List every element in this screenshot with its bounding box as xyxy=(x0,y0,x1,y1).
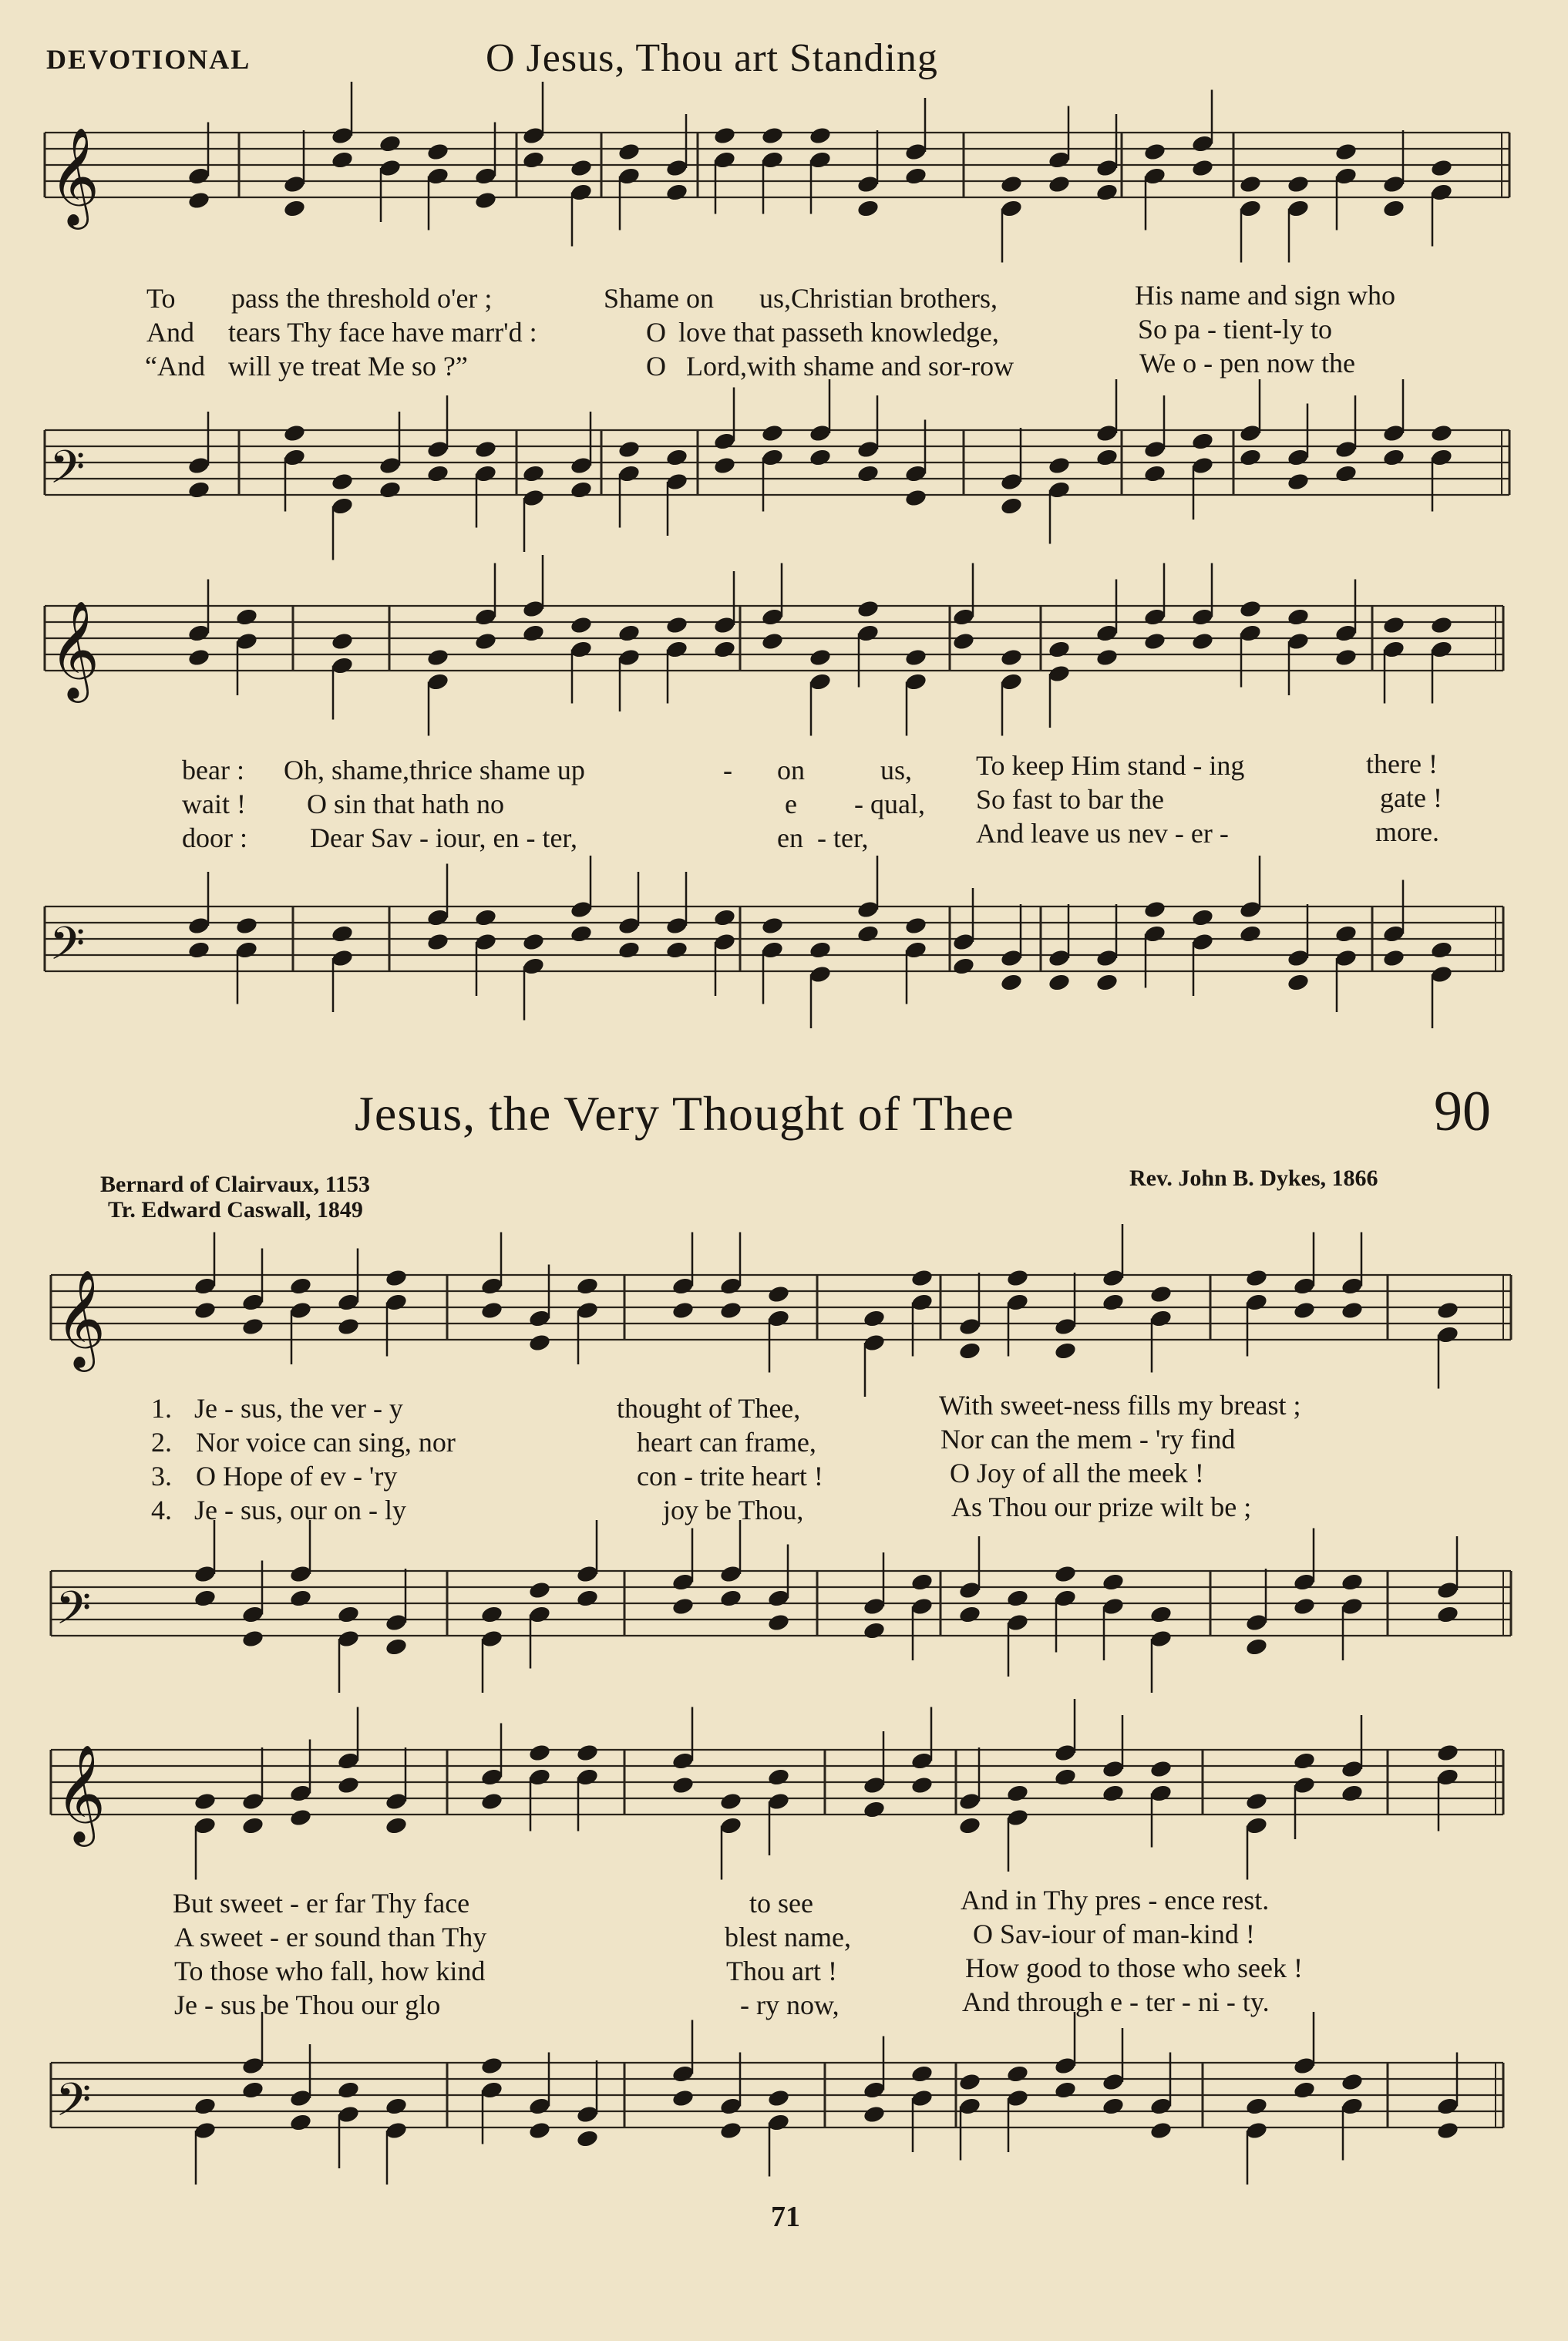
lyric: to see xyxy=(749,1888,813,1919)
lyric: more. xyxy=(1375,816,1439,847)
verse-number: 2. xyxy=(151,1427,172,1458)
lyric: thought of Thee, xyxy=(617,1393,801,1424)
lyric: O Sav-iour of man-kind ! xyxy=(973,1919,1255,1949)
lyric: - qual, xyxy=(854,789,925,819)
svg-text:𝄢: 𝄢 xyxy=(49,917,86,981)
lyric: To those who fall, how kind xyxy=(174,1956,486,1986)
lyric: Je - sus, the ver - y xyxy=(194,1393,403,1424)
svg-text:𝄢: 𝄢 xyxy=(49,440,86,505)
lyric: - ry now, xyxy=(740,1990,840,2020)
page-number: 71 xyxy=(771,2201,800,2233)
lyric: there ! xyxy=(1366,748,1438,779)
lyric: As Thou our prize wilt be ; xyxy=(951,1492,1252,1522)
lyric: But sweet - er far Thy face xyxy=(173,1888,470,1919)
lyric: “And xyxy=(145,351,205,382)
lyric: With sweet-ness fills my breast ; xyxy=(939,1390,1301,1421)
svg-text:𝄞: 𝄞 xyxy=(49,600,100,698)
lyric: door : xyxy=(182,822,247,853)
lyric: - ter, xyxy=(817,822,869,853)
lyric: Shame on xyxy=(604,283,714,314)
lyric: We o - pen now the xyxy=(1139,348,1356,378)
lyric: blest name, xyxy=(725,1922,851,1953)
verse-number: 4. xyxy=(151,1495,172,1525)
lyric: And in Thy pres - ence rest. xyxy=(961,1885,1270,1916)
lyric: Lord,with shame and sor-row xyxy=(686,351,1014,382)
hymn-title-1: O Jesus, Thou art Standing xyxy=(486,36,938,80)
svg-text:𝄢: 𝄢 xyxy=(56,1581,92,1646)
lyric: A sweet - er sound than Thy xyxy=(174,1922,487,1953)
lyric: Dear Sav - iour, en - ter, xyxy=(310,822,577,853)
lyric: heart can frame, xyxy=(637,1427,816,1458)
lyric: love that passeth knowledge, xyxy=(678,317,999,348)
lyric: en xyxy=(777,822,803,853)
lyric: Je - sus, our on - ly xyxy=(194,1495,406,1525)
lyric: To xyxy=(146,283,176,314)
hymn-title-2: Jesus, the Very Thought of Thee xyxy=(355,1086,1014,1141)
lyric: - xyxy=(723,755,732,785)
lyric: Nor voice can sing, nor xyxy=(196,1427,456,1458)
lyric: And leave us nev - er - xyxy=(976,818,1229,849)
lyric: His name and sign who xyxy=(1135,280,1395,311)
svg-text:𝄢: 𝄢 xyxy=(56,2073,92,2138)
lyric: Thou art ! xyxy=(726,1956,837,1986)
lyric: on xyxy=(777,755,805,785)
lyric: To keep Him stand - ing xyxy=(976,750,1245,781)
lyric: O Hope of ev - 'ry xyxy=(196,1461,398,1492)
composer-credit: Rev. John B. Dykes, 1866 xyxy=(1129,1165,1378,1191)
lyric: O xyxy=(646,317,666,348)
lyric: Oh, shame,thrice shame up xyxy=(284,755,585,785)
lyric: Je - sus be Thou our glo xyxy=(174,1990,441,2020)
svg-text:𝄞: 𝄞 xyxy=(56,1269,106,1367)
lyric: How good to those who seek ! xyxy=(965,1953,1303,1983)
lyric: pass the threshold o'er ; xyxy=(231,283,493,314)
lyric: tears Thy face have marr'd : xyxy=(228,317,537,348)
lyric: bear : xyxy=(182,755,244,785)
author-credit: Bernard of Clairvaux, 1153 xyxy=(100,1172,370,1197)
lyric: joy be Thou, xyxy=(663,1495,804,1525)
hymn-number: 90 xyxy=(1434,1080,1491,1143)
lyric: O xyxy=(646,351,666,382)
lyric: us, xyxy=(880,755,913,785)
section-label: DEVOTIONAL xyxy=(46,44,251,75)
lyric: O sin that hath no xyxy=(307,789,504,819)
lyric: wait ! xyxy=(182,789,246,819)
lyric: e xyxy=(785,789,797,819)
lyric: So fast to bar the xyxy=(976,784,1164,815)
svg-text:𝄞: 𝄞 xyxy=(56,1744,106,1842)
translator-credit: Tr. Edward Caswall, 1849 xyxy=(108,1197,363,1223)
lyric: And through e - ter - ni - ty. xyxy=(962,1986,1270,2017)
svg-text:𝄞: 𝄞 xyxy=(49,126,100,225)
lyric: Nor can the mem - 'ry find xyxy=(940,1424,1236,1455)
verse-number: 1. xyxy=(151,1393,172,1424)
lyric: con - trite heart ! xyxy=(637,1461,823,1492)
lyric: us,Christian brothers, xyxy=(759,283,998,314)
lyric: will ye treat Me so ?” xyxy=(228,351,468,382)
verse-number: 3. xyxy=(151,1461,172,1492)
lyric: O Joy of all the meek ! xyxy=(950,1458,1204,1488)
lyric: gate ! xyxy=(1380,782,1442,813)
lyric: And xyxy=(146,317,194,348)
lyric: So pa - tient-ly to xyxy=(1138,314,1332,345)
